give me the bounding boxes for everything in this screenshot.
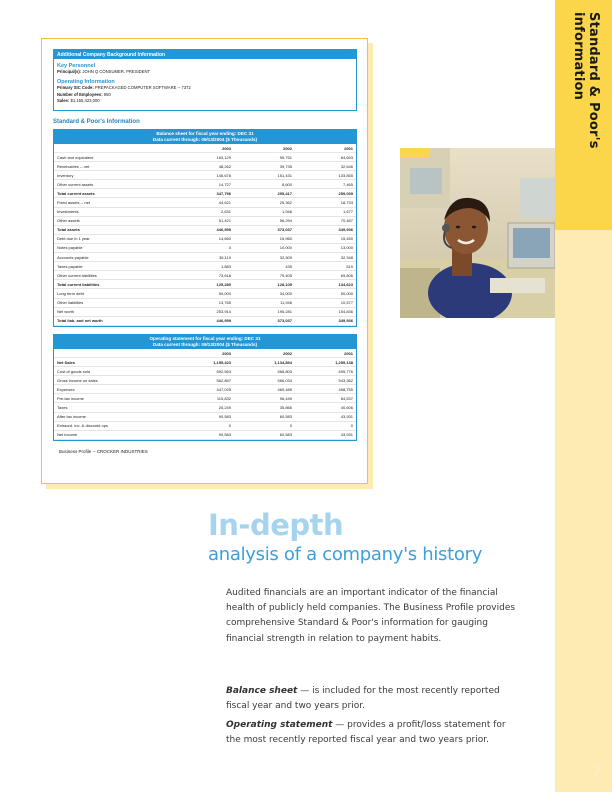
balance-title: Balance sheet for fiscal year ending: DEC 31 <box>156 131 254 136</box>
call-center-photo <box>400 148 555 318</box>
row-label: Accounts payable <box>57 254 89 260</box>
row-value: 1,134,894 <box>274 359 292 365</box>
row-label: Total liab. and net worth <box>57 318 103 324</box>
row-label: Taxes payable <box>57 263 83 269</box>
year-col: 2002 <box>283 350 292 356</box>
row-label: Total assets <box>57 227 80 233</box>
row-value: 1,883 <box>220 263 231 269</box>
row-value: 40,606 <box>340 405 353 411</box>
row-value: 349,936 <box>338 227 353 233</box>
row-value: 50,000 <box>340 290 353 296</box>
row-value: 592,563 <box>216 368 231 374</box>
row-value: 25,362 <box>279 200 292 206</box>
sales-value: $1,155,423,000 <box>70 97 100 103</box>
row-value: 125,280 <box>216 281 231 287</box>
table-row <box>54 394 356 403</box>
year-col: 2001 <box>344 350 353 356</box>
row-value: 60,583 <box>279 432 292 438</box>
table-row <box>54 162 356 171</box>
sp-info-title: Standard & Poor's Information <box>53 119 140 125</box>
operating-title: Operating statement for fiscal year ending: DEC 31 <box>149 336 261 341</box>
row-value: 96,449 <box>279 395 292 401</box>
row-value: 0 <box>228 423 231 429</box>
row-label: Taxes <box>57 405 68 411</box>
row-label: Other current assets <box>57 181 94 187</box>
operating-statement-paragraph <box>226 718 516 748</box>
table-row <box>54 198 356 207</box>
principal-label: Principal(s): <box>57 69 82 74</box>
row-label: Extraord. inc. & discontd ops <box>57 423 108 429</box>
row-value: 373,037 <box>277 318 292 324</box>
row-value: 43,931 <box>340 432 353 438</box>
row-value: 44,621 <box>218 200 231 206</box>
row-value: 50,000 <box>218 290 231 296</box>
row-value: 90,583 <box>218 432 231 438</box>
table-row <box>54 431 356 440</box>
row-value: 695,776 <box>338 368 353 374</box>
row-value: 128,109 <box>277 281 292 287</box>
row-value: 195,281 <box>277 309 292 315</box>
table-row <box>54 226 356 235</box>
row-value: 568,803 <box>277 368 292 374</box>
year-col: 2001 <box>344 145 353 151</box>
balance-sheet-table <box>53 129 357 327</box>
row-value: 90,583 <box>218 414 231 420</box>
row-value: 0 <box>289 423 292 429</box>
row-label: Cost of goods sold <box>57 368 91 374</box>
row-label: Pre-tax income <box>57 395 84 401</box>
row-label: Expenses <box>57 386 75 392</box>
row-value: 151,431 <box>277 172 292 178</box>
row-value: 347,796 <box>216 190 231 196</box>
row-label: Long term debt <box>57 290 84 296</box>
operating-statement-lead: Operating statement <box>226 720 333 730</box>
headline-title: In-depth <box>208 508 344 542</box>
operating-statement-table <box>53 334 357 441</box>
year-col: 2003 <box>222 145 231 151</box>
intro-paragraph: Audited financials are an important indicator of the financial health of publicly held companies. The Business Profile provides comprehensive Standard & Poor's information for gauging financial strength in relation to payment habits. <box>226 588 516 644</box>
row-value: 154,836 <box>338 309 353 315</box>
row-label: Other liabilities <box>57 300 84 306</box>
balance-sheet-lead: Balance sheet <box>226 686 298 696</box>
row-value: 8,600 <box>281 181 292 187</box>
sic-value: PREPACKAGED COMPUTER SOFTWARE -- 7372 <box>94 84 191 90</box>
employees-value: 950 <box>103 92 111 97</box>
row-value: 43,931 <box>340 414 353 420</box>
table-row <box>54 367 356 376</box>
sales-label: Sales: <box>57 97 70 103</box>
row-value: 84,693 <box>340 154 353 160</box>
row-label: Investments <box>57 209 79 215</box>
side-tab-title: Standard & Poor's information <box>571 12 601 149</box>
table-row <box>54 208 356 217</box>
row-value: 39,735 <box>279 163 292 169</box>
sic-label: Primary SIC Code: <box>57 84 94 90</box>
table-row <box>54 299 356 308</box>
operating-subtitle: Data current through: 09/13/2004 ($ Thousands) <box>152 342 258 347</box>
row-label: Net Sales <box>57 359 76 365</box>
row-value: 435 <box>285 263 292 269</box>
row-value: 32,309 <box>279 254 292 260</box>
row-value: 1,155,423 <box>213 359 231 365</box>
row-value: 566,034 <box>277 377 292 383</box>
row-value: 458,755 <box>338 386 353 392</box>
row-value: 60,583 <box>279 414 292 420</box>
row-label: Receivables -- net <box>57 163 90 169</box>
row-value: 10,577 <box>340 300 353 306</box>
row-value: 35,866 <box>279 405 292 411</box>
row-value: 447,025 <box>216 386 231 392</box>
table-row <box>54 280 356 289</box>
row-value: 48,262 <box>218 163 231 169</box>
table-row <box>54 403 356 412</box>
row-value: 0 <box>228 245 231 251</box>
row-value: 11,946 <box>280 300 292 306</box>
operating-statement-text: — provides a profit/loss statement for the most recently reported fiscal year and two years prior. <box>226 720 506 746</box>
page-number: 7 <box>592 764 601 780</box>
row-label: After tax income <box>57 414 86 420</box>
row-label: Cash and equivalent <box>57 154 94 160</box>
row-value: 15,960 <box>279 236 292 242</box>
row-value: 15,450 <box>340 236 353 242</box>
row-value: 13,000 <box>340 245 353 251</box>
table-row <box>54 385 356 394</box>
balance-sheet-text: — is included for the most recently reported fiscal year and two years prior. <box>226 686 500 712</box>
row-value: 14,660 <box>218 236 231 242</box>
row-value: 79,405 <box>279 272 292 278</box>
table-row <box>54 262 356 271</box>
row-value: 446,959 <box>216 318 231 324</box>
row-value: 543,362 <box>338 377 353 383</box>
row-value: 7,465 <box>342 181 353 187</box>
row-value: 35,119 <box>219 254 231 260</box>
row-value: 146,678 <box>216 172 231 178</box>
row-label: Gross income on sales <box>57 377 98 383</box>
background-info-section <box>53 49 357 111</box>
table-row <box>54 271 356 280</box>
row-label: Inventory <box>57 172 74 178</box>
table-row <box>54 422 356 431</box>
photo-accent-bar <box>400 148 430 158</box>
balance-year-header <box>54 144 356 153</box>
row-value: 51,421 <box>218 218 231 224</box>
row-label: Fixed assets -- net <box>57 200 90 206</box>
row-value: 0 <box>350 423 353 429</box>
operating-year-header <box>54 349 356 358</box>
key-personnel-label: Key Personnel <box>57 63 96 69</box>
row-value: 1,259,138 <box>335 359 353 365</box>
table-row <box>54 317 356 326</box>
year-col: 2002 <box>283 145 292 151</box>
table-row <box>54 289 356 298</box>
row-label: Other current liabilities <box>57 272 97 278</box>
row-label: Net worth <box>57 309 75 315</box>
row-value: 32,348 <box>340 254 353 260</box>
headline-subtitle: analysis of a company's history <box>208 544 483 565</box>
row-value: 295,417 <box>277 190 292 196</box>
row-value: 84,537 <box>340 395 353 401</box>
row-label: Total current assets <box>57 190 95 196</box>
year-col: 2003 <box>222 350 231 356</box>
row-value: 163,129 <box>216 154 231 160</box>
row-value: 562,857 <box>216 377 231 383</box>
row-value: 253,914 <box>216 309 231 315</box>
row-value: 10,000 <box>279 245 292 251</box>
table-row <box>54 217 356 226</box>
row-value: 73,618 <box>218 272 231 278</box>
row-value: 519 <box>346 263 353 269</box>
side-tab <box>555 0 612 230</box>
row-value: 95,751 <box>279 154 292 160</box>
row-value: 349,936 <box>338 318 353 324</box>
operating-info-label: Operating Information <box>57 78 115 85</box>
balance-sheet-paragraph <box>226 684 516 714</box>
row-value: 259,039 <box>338 190 353 196</box>
row-value: 13,765 <box>218 300 231 306</box>
table-row <box>54 189 356 198</box>
row-value: 133,855 <box>338 172 353 178</box>
row-value: 446,959 <box>216 227 231 233</box>
row-label: Total current liabilities <box>57 281 100 287</box>
table-row <box>54 153 356 162</box>
row-label: Debt due in 1 year <box>57 236 90 242</box>
row-value: 1,946 <box>281 209 292 215</box>
table-row <box>54 244 356 253</box>
row-value: 25,249 <box>218 405 231 411</box>
row-value: 34,000 <box>279 290 292 296</box>
row-value: 1,677 <box>342 209 353 215</box>
background-info-header: Additional Company Background Information <box>54 50 356 59</box>
employees-label: Number of Employees: <box>57 92 103 97</box>
table-row <box>54 180 356 189</box>
table-row <box>54 253 356 262</box>
row-value: 32,646 <box>340 163 353 169</box>
row-label: Notes payable <box>57 245 83 251</box>
row-value: 56,294 <box>279 218 292 224</box>
side-band <box>555 0 612 792</box>
business-profile-document <box>41 38 368 484</box>
table-row <box>54 171 356 180</box>
table-row <box>54 376 356 385</box>
row-value: 469,485 <box>277 386 292 392</box>
table-row <box>54 413 356 422</box>
row-value: 115,832 <box>216 395 231 401</box>
row-value: 2,631 <box>220 209 231 215</box>
table-row <box>54 308 356 317</box>
document-footer: Business Profile -- CROCKER INDUSTRIES <box>59 449 148 454</box>
table-row <box>54 358 356 367</box>
row-value: 14,727 <box>218 181 231 187</box>
row-label: Other assets <box>57 218 80 224</box>
row-label: Net income <box>57 432 78 438</box>
row-value: 18,733 <box>340 200 353 206</box>
row-value: 69,806 <box>340 272 353 278</box>
principal-value: JOHN Q CONSUMER, PRESIDENT <box>82 69 151 74</box>
balance-subtitle: Data current through: 09/13/2004 ($ Thousands) <box>152 137 258 142</box>
row-value: 70,487 <box>340 218 353 224</box>
table-row <box>54 235 356 244</box>
row-value: 373,037 <box>277 227 292 233</box>
row-value: 134,623 <box>338 281 353 287</box>
